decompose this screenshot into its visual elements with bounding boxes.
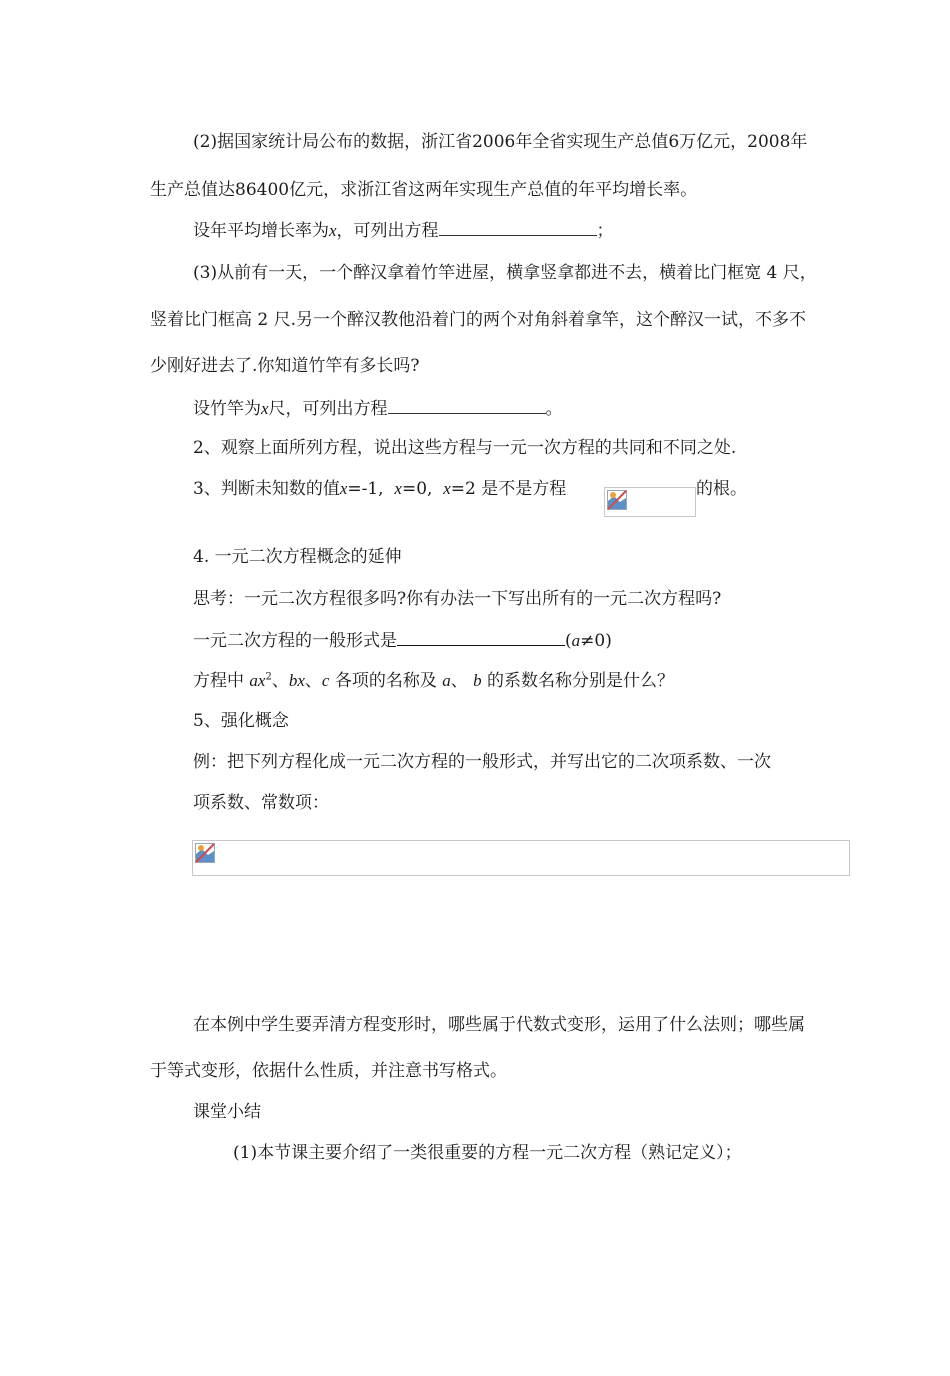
setup-end: ； (596, 221, 614, 241)
value-3: =2 是不是方程 (450, 479, 567, 499)
item-3-prefix: 3、判断未知数的值 (193, 479, 340, 499)
terms-question (193, 670, 674, 692)
item-5-example-line-1: 例：把下列方程化成一元二次方程的一般形式，并写出它的二次项系数、一次 (193, 752, 771, 772)
condition-open: ( (565, 631, 572, 651)
equation-image-placeholder (604, 487, 696, 517)
variable-x: x (261, 399, 269, 418)
example-equations-image-placeholder (192, 840, 850, 876)
summary-point-1: (1)本节课主要介绍了一类很重要的方程一元二次方程（熟记定义）； (233, 1143, 742, 1163)
problem-3-line-1: (3)从前有一天，一个醉汉拿着竹竿进屋，横拿竖拿都进不去，横着比门框宽 4 尺， (193, 263, 817, 283)
summary-title: 课堂小结 (193, 1102, 261, 1122)
problem-3-line-2: 竖着比门框高 2 尺.另一个醉汉教他沿着门的两个对角斜着拿竿，这个醉汉一试，不多不 (150, 310, 807, 330)
general-form-line (193, 629, 612, 652)
answer-blank (439, 219, 597, 236)
item-4-think: 思考：一元二次方程很多吗?你有办法一下写出所有的一元二次方程吗? (193, 589, 722, 609)
note-line-1: 在本例中学生要弄清方程变形时，哪些属于代数式变形，运用了什么法则；哪些属 (193, 1015, 805, 1035)
exponent-2: 2 (265, 671, 272, 683)
variable-a: a (442, 671, 451, 690)
variable-x: x (329, 221, 337, 240)
variable-a: a (571, 631, 581, 650)
term-ax: ax (249, 671, 266, 690)
problem-3-setup (193, 397, 563, 420)
value-2: =0, (401, 479, 433, 499)
item-5-title: 5、强化概念 (193, 711, 289, 731)
terms-tail: 的系数名称分别是什么？ (487, 671, 675, 691)
item-4-title: 4. 一元二次方程概念的延伸 (193, 547, 402, 567)
problem-2-line-2: 生产总值达86400亿元，求浙江省这两年实现生产总值的年平均增长率。 (150, 180, 698, 200)
setup-prefix: 设竹竿为 (193, 399, 261, 419)
separator: 、 (304, 671, 322, 691)
variable-x: x (339, 479, 348, 498)
item-2: 2、观察上面所列方程，说出这些方程与一元一次方程的共同和不同之处. (193, 438, 737, 458)
item-5-example-line-2: 项系数、常数项： (193, 793, 329, 813)
problem-3-line-3: 少刚好进去了.你知道竹竿有多长吗? (150, 356, 420, 376)
item-3 (193, 478, 566, 500)
terms-prefix: 方程中 (193, 671, 244, 691)
value-1: =-1, (347, 479, 384, 499)
separator: 、 (271, 671, 289, 691)
broken-image-icon (607, 490, 627, 510)
setup-prefix: 设年平均增长率为 (193, 221, 329, 241)
answer-blank (397, 629, 565, 646)
term-c: c (321, 671, 330, 690)
general-form-prefix: 一元二次方程的一般形式是 (193, 631, 397, 651)
setup-suffix: 尺，可列出方程 (268, 399, 388, 419)
note-line-2: 于等式变形，依据什么性质，并注意书写格式。 (150, 1061, 507, 1081)
terms-middle: 各项的名称及 (334, 671, 437, 691)
problem-2-line-1: (2)据国家统计局公布的数据，浙江省2006年全省实现生产总值6万亿元，2008年 (193, 132, 808, 152)
separator: 、 (450, 671, 468, 691)
variable-x: x (394, 479, 402, 498)
term-bx: bx (288, 671, 305, 690)
item-3-suffix: 的根。 (696, 479, 747, 499)
problem-2-setup (193, 219, 614, 242)
variable-b: b (473, 671, 482, 690)
broken-image-icon (195, 843, 215, 863)
setup-end: 。 (545, 399, 563, 419)
setup-suffix: ，可列出方程 (336, 221, 439, 241)
answer-blank (388, 397, 546, 414)
variable-x: x (443, 479, 451, 498)
condition-rest: ≠0) (580, 631, 612, 651)
